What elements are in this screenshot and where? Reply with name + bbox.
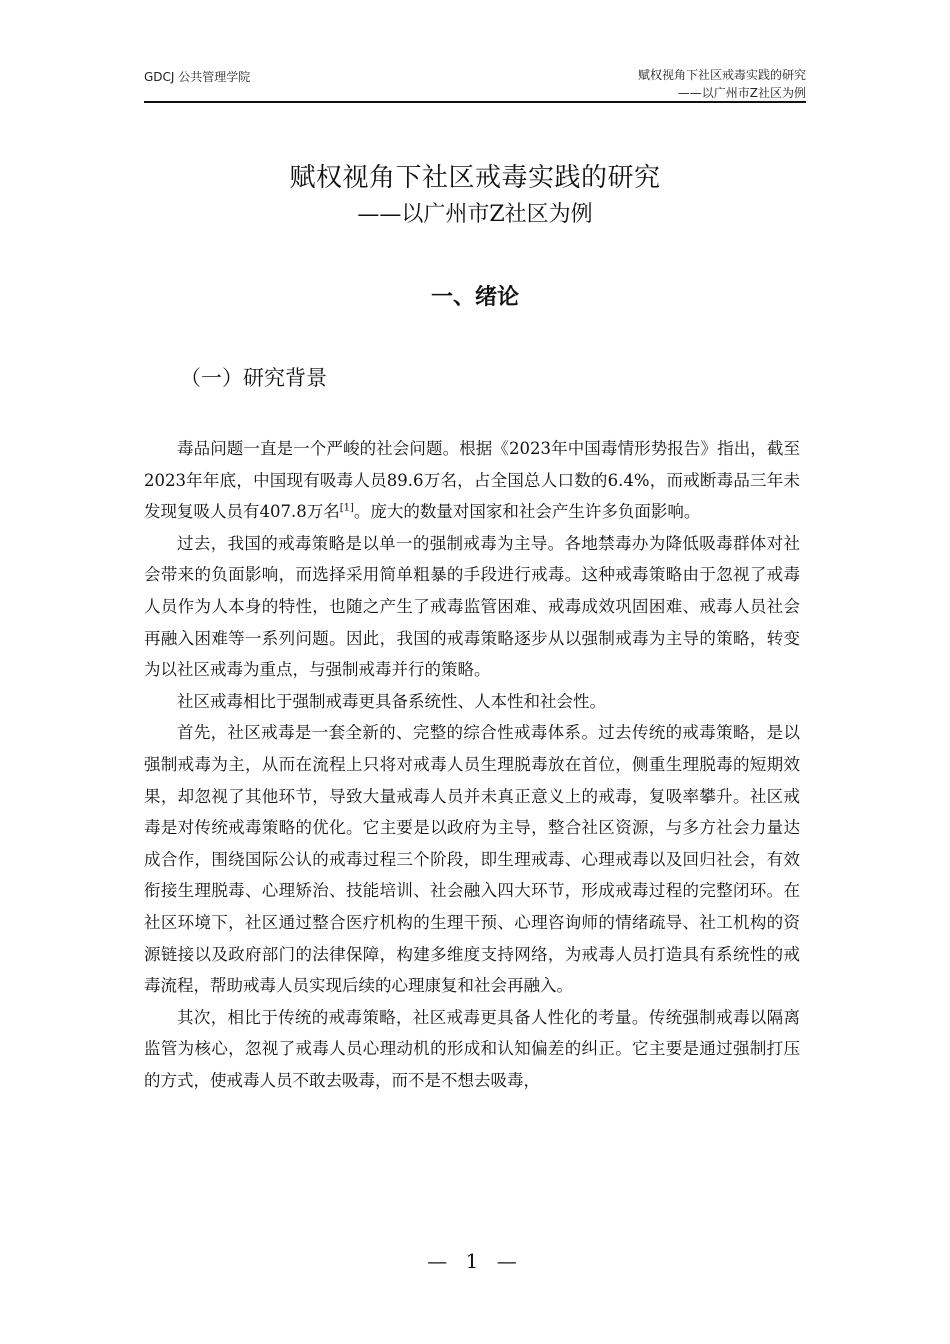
header-rule <box>144 101 806 103</box>
running-header-title: 赋权视角下社区戒毒实践的研究 <box>637 68 806 82</box>
paragraph: 其次，相比于传统的戒毒策略，社区戒毒更具备人性化的考量。传统强制戒毒以隔离监管为核心，忽视了戒毒人员心理动机的形成和认知偏差的纠正。它主要是通过强制打压的方式，使戒毒人员不敢去吸毒，而不是不想去吸毒， <box>144 1007 800 1090</box>
paper-title: 赋权视角下社区戒毒实践的研究 <box>289 163 661 193</box>
running-header-subtitle: ——以广州市Z社区为例 <box>677 86 806 100</box>
section-heading: （一）研究背景 <box>180 366 327 390</box>
paragraph: 社区戒毒相比于强制戒毒更具备系统性、人本性和社会性。 <box>177 691 606 711</box>
running-header <box>638 66 806 102</box>
page-number: — 1 — <box>427 1249 523 1273</box>
paragraph: 毒品问题一直是一个严峻的社会问题。根据《2023年中国毒情形势报告》指出，截至2023年年底，中国现有吸毒人员89.6万名，占全国总人口数的6.4%，而戒断毒品三年未发现复吸人员有407.8万名[1]。庞大的数量对国家和社会产生许多负面影响。 <box>144 439 800 522</box>
paragraph: 首先，社区戒毒是一套全新的、完整的综合性戒毒体系。过去传统的戒毒策略，是以强制戒毒为主，从而在流程上只将对戒毒人员生理脱毒放在首位，侧重生理脱毒的短期效果，却忽视了其他环节，导致大量戒毒人员并未真正意义上的戒毒，复吸率攀升。社区戒毒是对传统戒毒策略的优化。它主要是以政府为主导，整合社区资源，与多方社会力量达成合作，围绕国际公认的戒毒过程三个阶段，即生理戒毒、心理戒毒以及回归社会，有效衔接生理脱毒、心理矫治、技能培训、社会融入四大环节，形成戒毒过程的完整闭环。在社区环境下，社区通过整合医疗机构的生理干预、心理咨询师的情绪疏导、社工机构的资源链接以及政府部门的法律保障，构建多维度支持网络，为戒毒人员打造具有系统性的戒毒流程，帮助戒毒人员实现后续的心理康复和社会再融入。 <box>144 723 800 996</box>
chapter-heading: 一、绪论 <box>430 285 519 310</box>
title-block <box>144 158 806 232</box>
header-institution: GDCJ 公共管理学院 <box>144 70 251 84</box>
paper-subtitle: ——以广州市Z社区为例 <box>357 202 593 227</box>
paragraph: 过去，我国的戒毒策略是以单一的强制戒毒为主导。各地禁毒办为降低吸毒群体对社会带来的负面影响，而选择采用简单粗暴的手段进行戒毒。这种戒毒策略由于忽视了戒毒人员作为人本身的特性，也随之产生了戒毒监管困难、戒毒成效巩固困难、戒毒人员社会再融入困难等一系列问题。因此，我国的戒毒策略逐步从以强制戒毒为主导的策略，转变为以社区戒毒为重点，与强制戒毒并行的策略。 <box>144 533 800 680</box>
citation-ref[interactable]: [1] <box>339 502 354 514</box>
body-text <box>144 433 800 1096</box>
